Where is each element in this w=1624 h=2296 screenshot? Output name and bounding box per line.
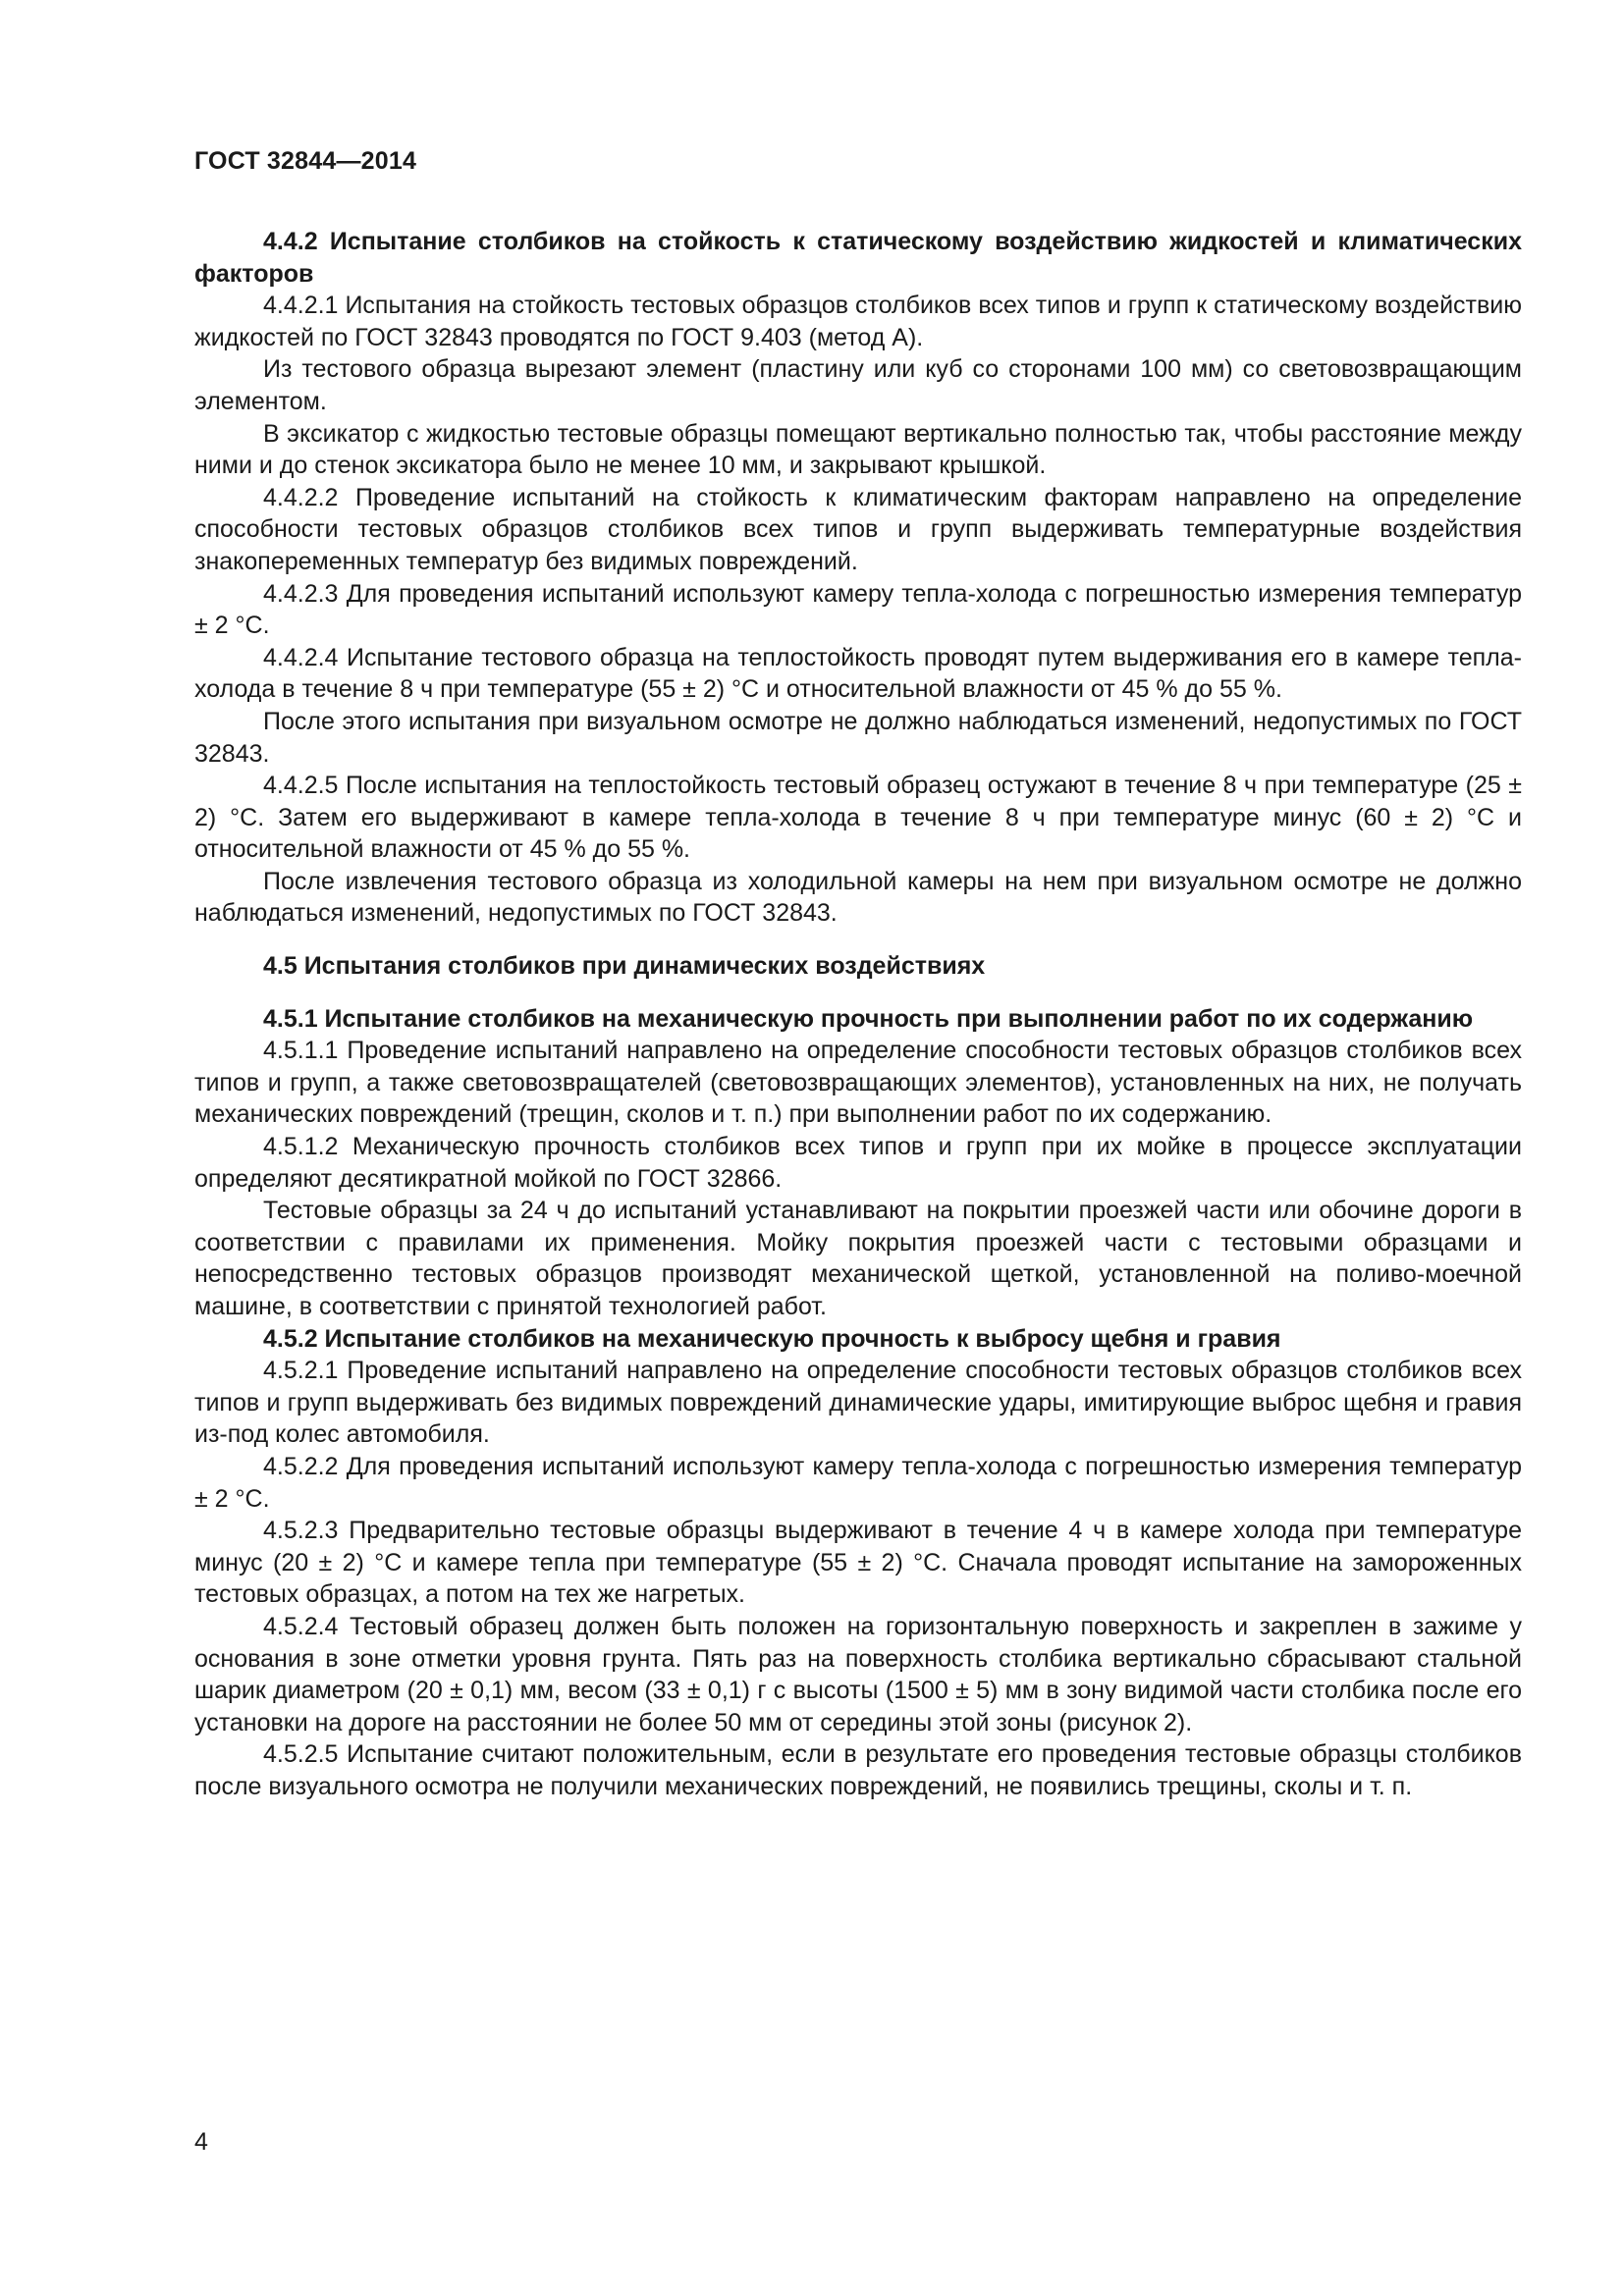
section-heading: 4.5.2 Испытание столбиков на механическую прочность к выбросу щебня и гравия — [263, 1324, 1281, 1353]
paragraph: Из тестового образца вырезают элемент (пластину или куб со сторонами 100 мм) со световозвращающим элементом. — [194, 355, 1522, 415]
paragraph: 4.5.2.2 Для проведения испытаний используют камеру тепла-холода с погрешностью измерения температур ± 2 °С. — [194, 1452, 1522, 1513]
paragraph: 4.5.2.1 Проведение испытаний направлено на определение способности тестовых образцов столбиков всех типов и групп выдерживать без видимых повреждений динамические удары, имитирующие выброс щебня и гравия из-под колес автомобиля. — [194, 1357, 1522, 1449]
paragraph: 4.5.1.2 Механическую прочность столбиков всех типов и групп при их мойке в процессе эксплуатации определяют десятикратной мойкой по ГОСТ 32866. — [194, 1133, 1522, 1193]
paragraph: 4.4.2.5 После испытания на теплостойкость тестовый образец остужают в течение 8 ч при температуре (25 ± 2) °С. Затем его выдерживают в камере тепла-холода в течение 8 ч при температуре минус (60 ± 2) °С и относительной влажности от 45 % до 55 %. — [194, 772, 1522, 864]
section-heading: 4.5 Испытания столбиков при динамических воздействиях — [263, 952, 986, 981]
page-number: 4 — [194, 2128, 208, 2156]
paragraph: Тестовые образцы за 24 ч до испытаний устанавливают на покрытии проезжей части или обочине дороги в соответствии с правилами их применения. Мойку покрытия проезжей части с тестовыми образцами и непосредственно тестовых образцов производят механической щеткой, установленной на поливо-моечной машине, в соответствии с принятой технологией работ. — [194, 1197, 1522, 1320]
paragraph: 4.5.2.3 Предварительно тестовые образцы выдерживают в течение 4 ч в камере холода при температуре минус (20 ± 2) °С и камере тепла при температуре (55 ± 2) °С. Сначала проводят испытание на замороженных тестовых образцах, а потом на тех же нагретых. — [194, 1517, 1522, 1609]
paragraph: 4.4.2.2 Проведение испытаний на стойкость к климатическим факторам направлено на определение способности тестовых образцов столбиков всех типов и групп выдерживать температурные воздействия знакопеременных температур без видимых повреждений. — [194, 483, 1522, 575]
paragraph: 4.4.2.3 Для проведения испытаний используют камеру тепла-холода с погрешностью измерения температур ± 2 °С. — [194, 579, 1522, 640]
paragraph: 4.5.2.5 Испытание считают положительным, если в результате его проведения тестовые образцы столбиков после визуального осмотра не получили механических повреждений, не появились трещины, сколы и т. п. — [194, 1740, 1522, 1800]
page-body — [194, 226, 1522, 1803]
section-heading: 4.5.1 Испытание столбиков на механическую прочность при выполнении работ по их содержанию — [263, 1004, 1474, 1033]
paragraph: 4.5.2.4 Тестовый образец должен быть положен на горизонтальную поверхность и закреплен в зажиме у основания в зоне отметки уровня грунта. Пять раз на поверхность столбика вертикально сбрасывают стальной шарик диаметром (20 ± 0,1) мм, весом (33 ± 0,1) г с высоты (1500 ± 5) мм в зону видимой части столбика после его установки на дороге на расстоянии не более 50 мм от середины этой зоны (рисунок 2). — [194, 1612, 1522, 1736]
paragraph: 4.4.2.4 Испытание тестового образца на теплостойкость проводят путем выдерживания его в камере тепла-холода в течение 8 ч при температуре (55 ± 2) °С и относительной влажности от 45 % до 55 %. — [194, 643, 1522, 704]
paragraph: После этого испытания при визуальном осмотре не должно наблюдаться изменений, недопустимых по ГОСТ 32843. — [194, 707, 1522, 768]
paragraph: 4.4.2.1 Испытания на стойкость тестовых образцов столбиков всех типов и групп к статическому воздействию жидкостей по ГОСТ 32843 проводятся по ГОСТ 9.403 (метод А). — [194, 292, 1522, 351]
paragraph: В эксикатор с жидкостью тестовые образцы помещают вертикально полностью так, чтобы расстояние между ними и до стенок эксикатора было не менее 10 мм, и закрывают крышкой. — [194, 419, 1522, 480]
page-header: ГОСТ 32844—2014 — [194, 147, 417, 175]
paragraph: После извлечения тестового образца из холодильной камеры на нем при визуальном осмотре не должно наблюдаться изменений, недопустимых по ГОСТ 32843. — [194, 867, 1522, 928]
section-heading: 4.4.2 Испытание столбиков на стойкость к статическому воздействию жидкостей и климатических факторов — [194, 228, 1522, 288]
paragraph: 4.5.1.1 Проведение испытаний направлено на определение способности тестовых образцов столбиков всех типов и групп, а также световозвращателей (световозвращающих элементов), установленных на них, не получать механических повреждений (трещин, сколов и т. п.) при выполнении работ по их содержанию. — [194, 1037, 1522, 1129]
